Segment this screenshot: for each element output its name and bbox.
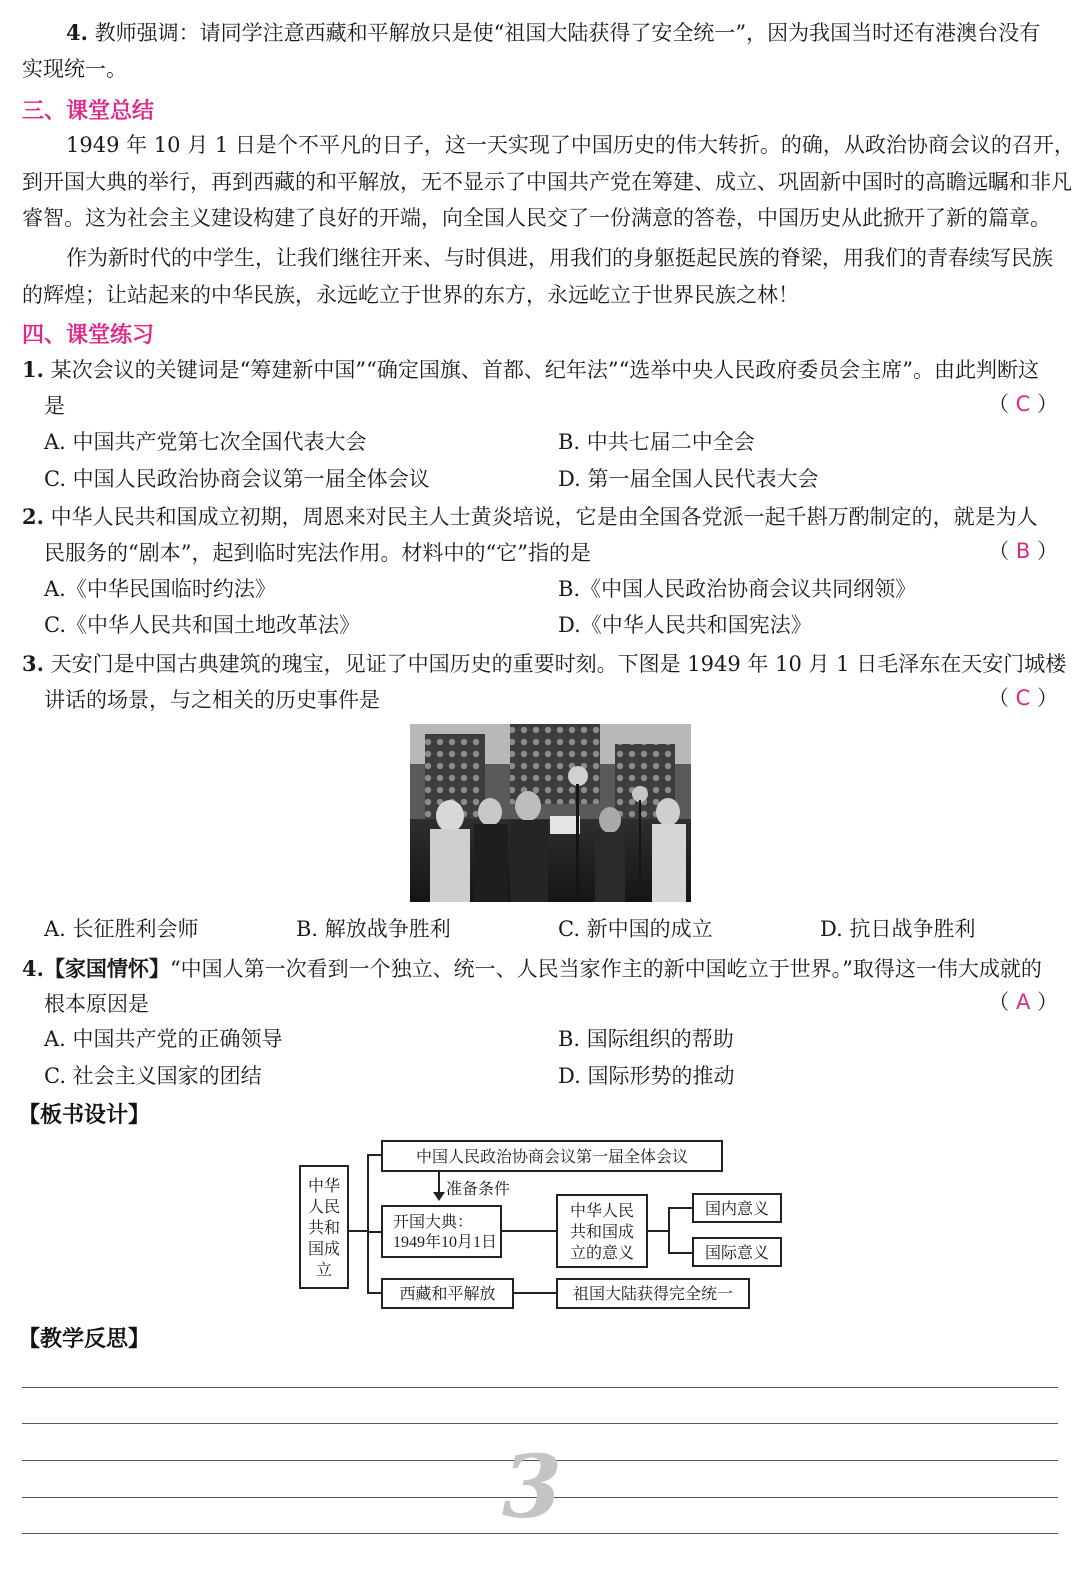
q1-stem: 某次会议的关键词是“筹建新中国”“确定国旗、首都、纪年法”“选举中央人民政府委员会主席”。由此判断这 bbox=[50, 358, 1040, 382]
q2-option-b: B.《中国人民政治协商会议共同纲领》 bbox=[558, 577, 917, 601]
q3-option-a: A. 长征胜利会师 bbox=[44, 917, 199, 941]
q2-stem: 中华人民共和国成立初期，周恩来对民主人士黄炎培说，它是由全国各党派一起千斟万酌制定的，就是为人 bbox=[50, 505, 1038, 529]
writing-line bbox=[22, 1423, 1058, 1424]
q2-number: 2. bbox=[22, 504, 44, 529]
board-domestic-box: 国内意义 bbox=[692, 1193, 782, 1223]
q4-option-d: D. 国际形势的推动 bbox=[558, 1064, 735, 1088]
summary-p2-line2: 的辉煌；让站起来的中华民族，永远屹立于世界的东方，永远屹立于世界民族之林！ bbox=[22, 283, 799, 307]
q1-answer-letter: C bbox=[1015, 392, 1031, 416]
board-tibet-box: 西藏和平解放 bbox=[381, 1278, 514, 1309]
connector bbox=[668, 1207, 670, 1254]
board-founding-date: 1949年10月1日 bbox=[393, 1233, 498, 1251]
q2-answer: （ B ） bbox=[988, 539, 1058, 563]
connector bbox=[367, 1154, 381, 1156]
q2-line2: 民服务的“剧本”，起到临时宪法作用。材料中的“它”指的是 bbox=[44, 541, 591, 565]
board-founding-box bbox=[381, 1205, 502, 1258]
q3-line2: 讲话的场景，与之相关的历史事件是 bbox=[44, 688, 380, 712]
q3-answer: （ C ） bbox=[987, 686, 1058, 710]
exercise-heading: 四、课堂练习 bbox=[22, 323, 155, 348]
intro-line2: 实现统一。 bbox=[22, 57, 127, 81]
q4-answer-letter: A bbox=[1015, 990, 1031, 1014]
q4-line1 bbox=[22, 950, 1042, 988]
q3-stem: 天安门是中国古典建筑的瑰宝，见证了中国历史的重要时刻。下图是 1949 年 10 月 1 日毛泽东在天安门城楼 bbox=[50, 652, 1067, 676]
q4-line2: 根本原因是 bbox=[44, 992, 149, 1016]
board-cppcc-box: 中国人民政治协商会议第一届全体会议 bbox=[381, 1140, 723, 1172]
q1-line2: 是 bbox=[44, 394, 65, 418]
q1-number: 1. bbox=[22, 357, 44, 382]
q1-option-a: A. 中国共产党第七次全国代表大会 bbox=[44, 430, 367, 454]
q3-answer-letter: C bbox=[1015, 686, 1031, 710]
q2-option-c: C.《中华人民共和国土地改革法》 bbox=[44, 613, 360, 637]
summary-p1-line2: 到开国大典的举行，再到西藏的和平解放，无不显示了中国共产党在筹建、成立、巩固新中国时的高瞻远瞩和非凡 bbox=[22, 170, 1072, 194]
q4-tag: 【家国情怀】 bbox=[43, 957, 170, 981]
summary-heading: 三、课堂总结 bbox=[22, 99, 155, 124]
page-number: 3 bbox=[502, 1437, 562, 1538]
tiananmen-photo bbox=[410, 724, 691, 902]
q1-answer: （ C ） bbox=[987, 392, 1058, 416]
summary-p1-line1: 1949 年 10 月 1 日是个不平凡的日子，这一天实现了中国历史的伟大转折。的确，从政治协商会议的召开， bbox=[66, 133, 1075, 157]
connector bbox=[367, 1154, 369, 1293]
q2-answer-letter: B bbox=[1015, 539, 1031, 563]
q2-option-d: D.《中华人民共和国宪法》 bbox=[558, 613, 812, 637]
q3-line1 bbox=[22, 645, 1066, 683]
q3-number: 3. bbox=[22, 651, 44, 676]
photo-graphic bbox=[410, 724, 691, 902]
summary-p1-line3: 睿智。这为社会主义建设构建了良好的开端，向全国人民交了一份满意的答卷，中国历史从此掀开了新的篇章。 bbox=[22, 206, 1051, 230]
item-number: 4. bbox=[66, 20, 88, 45]
q2-option-a: A.《中华民国临时约法》 bbox=[44, 577, 276, 601]
q4-option-c: C. 社会主义国家的团结 bbox=[44, 1064, 262, 1088]
q1-option-d: D. 第一届全国人民代表大会 bbox=[558, 467, 819, 491]
writing-line bbox=[22, 1387, 1058, 1388]
q3-option-b: B. 解放战争胜利 bbox=[296, 917, 451, 941]
connector bbox=[500, 1230, 556, 1232]
connector bbox=[514, 1292, 556, 1294]
q4-number: 4. bbox=[22, 956, 44, 981]
q2-line1 bbox=[22, 498, 1038, 536]
q4-option-b: B. 国际组织的帮助 bbox=[558, 1027, 734, 1051]
q3-option-c: C. 新中国的成立 bbox=[558, 917, 713, 941]
connector bbox=[668, 1252, 692, 1254]
board-root-box: 中华人民共和国成立 bbox=[299, 1165, 349, 1289]
board-significance-box: 中华人民共和国成立的意义 bbox=[556, 1194, 648, 1268]
q1-option-c: C. 中国人民政治协商会议第一届全体会议 bbox=[44, 467, 430, 491]
connector bbox=[367, 1231, 381, 1233]
connector bbox=[668, 1207, 692, 1209]
board-founding-title: 开国大典： bbox=[393, 1211, 474, 1231]
reflection-heading: 【教学反思】 bbox=[18, 1327, 151, 1352]
intro-line1: 教师强调：请同学注意西藏和平解放只是使“祖国大陆获得了安全统一”，因为我国当时还有港澳台没有 bbox=[94, 21, 1041, 45]
connector bbox=[646, 1230, 670, 1232]
arrow-down-icon bbox=[433, 1192, 445, 1201]
q4-answer: （ A ） bbox=[988, 990, 1058, 1014]
connector bbox=[367, 1292, 381, 1294]
board-unify-box: 祖国大陆获得完全统一 bbox=[556, 1278, 750, 1309]
q4-stem: “中国人第一次看到一个独立、统一、人民当家作主的新中国屹立于世界。”取得这一伟大成就的 bbox=[169, 957, 1042, 981]
q3-option-d: D. 抗日战争胜利 bbox=[820, 917, 976, 941]
q4-option-a: A. 中国共产党的正确领导 bbox=[44, 1027, 283, 1051]
board-prep-label: 准备条件 bbox=[446, 1179, 511, 1198]
summary-p2-line1: 作为新时代的中学生，让我们继往开来、与时俱进，用我们的身躯挺起民族的脊梁，用我们的青春续写民族 bbox=[66, 246, 1053, 270]
q1-option-b: B. 中共七届二中全会 bbox=[558, 430, 755, 454]
board-international-box: 国际意义 bbox=[692, 1237, 782, 1267]
board-heading: 【板书设计】 bbox=[18, 1103, 151, 1128]
q1-line1 bbox=[22, 351, 1039, 389]
connector bbox=[347, 1230, 369, 1232]
intro-item4 bbox=[66, 14, 1040, 52]
